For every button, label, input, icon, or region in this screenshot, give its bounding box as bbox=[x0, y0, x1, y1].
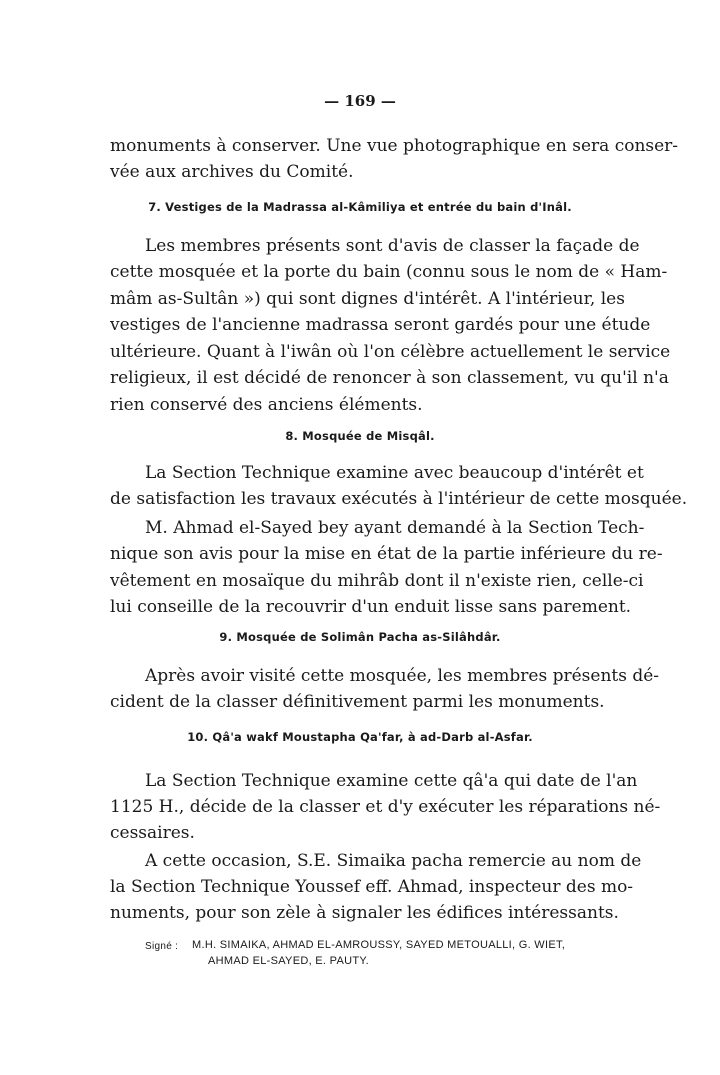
section-heading: 10. Qâ'a wakf Moustapha Qa'far, à ad-Darb al-Asfar. bbox=[187, 730, 533, 744]
signature-line-2: AHMAD EL-SAYED, E. PAUTY. bbox=[208, 955, 369, 967]
paragraph-line: de satisfaction les travaux exécutés à l'intérieur de cette mosquée. bbox=[110, 489, 688, 509]
section-heading: 7. Vestiges de la Madrassa al-Kâmiliya et entrée du bain d'Inâl. bbox=[148, 200, 572, 214]
signature-line-1: M.H. SIMAIKA, AHMAD EL-AMROUSSY, SAYED METOUALLI, G. WIET, bbox=[192, 939, 566, 951]
page-number: — 169 — bbox=[324, 92, 396, 110]
paragraph-line: 1125 H., décide de la classer et d'y exécuter les réparations né- bbox=[110, 797, 661, 817]
paragraph-line: A cette occasion, S.E. Simaika pacha remercie au nom de bbox=[145, 851, 642, 871]
section-heading: 8. Mosquée de Misqâl. bbox=[285, 429, 435, 443]
paragraph-line: La Section Technique examine avec beaucoup d'intérêt et bbox=[145, 463, 644, 483]
paragraph-line: lui conseille de la recouvrir d'un enduit lisse sans parement. bbox=[110, 597, 632, 617]
paragraph-line: La Section Technique examine cette qâ'a qui date de l'an bbox=[145, 771, 638, 791]
paragraph-line: cessaires. bbox=[110, 823, 195, 843]
paragraph-line: numents, pour son zèle à signaler les édifices intéressants. bbox=[110, 903, 619, 923]
paragraph-line: vêtement en mosaïque du mihrâb dont il n'existe rien, celle-ci bbox=[110, 571, 644, 591]
text-line: monuments à conserver. Une vue photographique en sera conser- bbox=[110, 136, 679, 156]
paragraph-line: cident de la classer définitivement parmi les monuments. bbox=[110, 692, 605, 712]
paragraph-line: ultérieure. Quant à l'iwân où l'on célèbre actuellement le service bbox=[110, 342, 671, 362]
paragraph-line: la Section Technique Youssef eff. Ahmad, inspecteur des mo- bbox=[110, 877, 634, 897]
paragraph-line: M. Ahmad el-Sayed bey ayant demandé à la Section Tech- bbox=[145, 518, 645, 538]
paragraph-line: Après avoir visité cette mosquée, les membres présents dé- bbox=[145, 666, 660, 686]
paragraph-line: vestiges de l'ancienne madrassa seront gardés pour une étude bbox=[110, 315, 651, 335]
signature-label: Signé : bbox=[145, 941, 179, 952]
paragraph-line: mâm as-Sultân ») qui sont dignes d'intérêt. A l'intérieur, les bbox=[110, 289, 625, 309]
paragraph-line: Les membres présents sont d'avis de classer la façade de bbox=[145, 236, 640, 256]
paragraph-line: cette mosquée et la porte du bain (connu sous le nom de « Ham- bbox=[110, 262, 668, 282]
paragraph-line: rien conservé des anciens éléments. bbox=[110, 395, 423, 415]
paragraph-line: nique son avis pour la mise en état de la partie inférieure du re- bbox=[110, 544, 663, 564]
paragraph-line: religieux, il est décidé de renoncer à son classement, vu qu'il n'a bbox=[110, 368, 669, 388]
section-heading: 9. Mosquée de Solimân Pacha as-Silâhdâr. bbox=[219, 630, 501, 644]
text-line: vée aux archives du Comité. bbox=[110, 162, 354, 182]
